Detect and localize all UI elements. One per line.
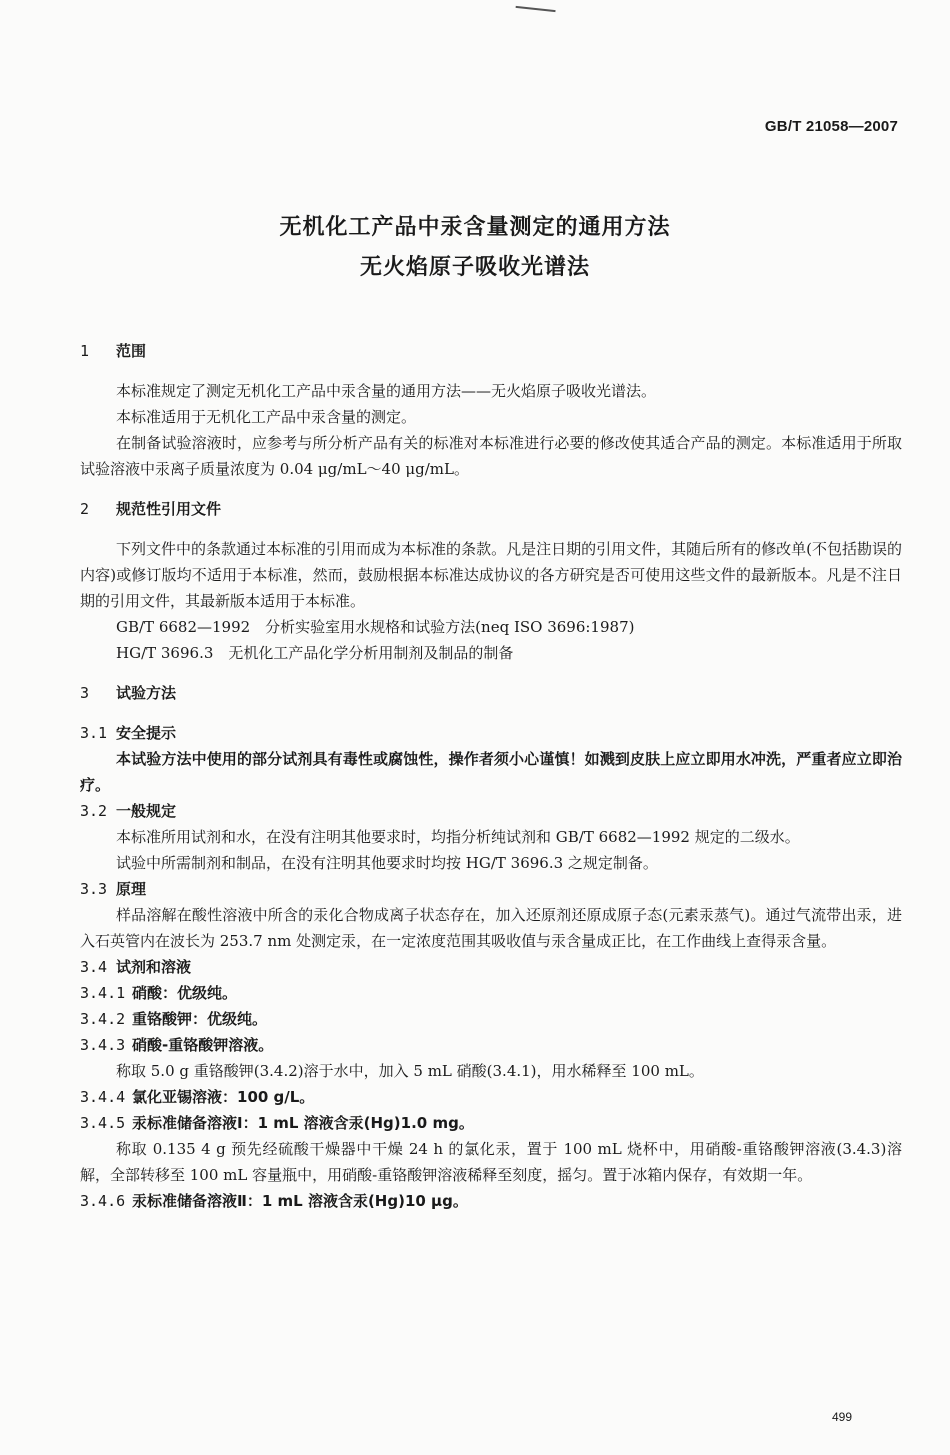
scan-mark xyxy=(516,0,557,12)
paragraph: 本标准所用试剂和水，在没有注明其他要求时，均指分析纯试剂和 GB/T 6682—1992 规定的二级水。 xyxy=(116,828,800,846)
section-heading: 1 范围 xyxy=(80,342,147,360)
paragraph: 样品溶解在酸性溶液中所含的汞化合物成离子状态存在，加入还原剂还原成原子态(元素汞蒸气)。通过气流带出汞，进入石英管内在波长为 253.7 nm 处测定汞，在一定浓度范围其吸收值与汞含量成正比，在工作曲线上查得汞含量。 xyxy=(80,906,902,950)
paragraph: 在制备试验溶液时，应参考与所分析产品有关的标准对本标准进行必要的修改使其适合产品的测定。本标准适用于所取试验溶液中汞离子质量浓度为 0.04 μg/mL～40 μg/mL。 xyxy=(80,434,902,478)
clause-item: 3.4.6 汞标准储备溶液Ⅱ：1 mL 溶液含汞(Hg)10 μg。 xyxy=(80,1192,468,1210)
paragraph: 称取 0.135 4 g 预先经硫酸干燥器中干燥 24 h 的氯化汞，置于 100 mL 烧杯中，用硝酸-重铬酸钾溶液(3.4.3)溶解，全部转移至 100 mL 容量瓶中，用硝酸-重铬酸钾溶液稀释至刻度，摇匀。置于冰箱内保存，有效期一年。 xyxy=(80,1140,902,1184)
paragraph: 下列文件中的条款通过本标准的引用而成为本标准的条款。凡是注日期的引用文件，其随后所有的修改单(不包括勘误的内容)或修订版均不适用于本标准，然而，鼓励根据本标准达成协议的各方研究是否可使用这些文件的最新版本。凡是不注日期的引用文件，其最新版本适用于本标准。 xyxy=(80,540,902,610)
subsection-heading: 3.1 安全提示 xyxy=(80,724,177,742)
section-heading: 3 试验方法 xyxy=(80,684,177,702)
standard-number: GB/T 21058—2007 xyxy=(764,118,898,135)
page-number: 499 xyxy=(831,1410,852,1424)
subsection-heading: 3.3 原理 xyxy=(80,880,147,898)
subsection-heading: 3.4 试剂和溶液 xyxy=(80,958,192,976)
subsection-heading: 3.2 一般规定 xyxy=(80,802,177,820)
paragraph: 本标准适用于无机化工产品中汞含量的测定。 xyxy=(116,408,417,426)
spacer xyxy=(80,706,902,720)
clause-item: 3.4.5 汞标准储备溶液Ⅰ：1 mL 溶液含汞(Hg)1.0 mg。 xyxy=(80,1114,474,1132)
safety-warning: 本试验方法中使用的部分试剂具有毒性或腐蚀性，操作者须小心谨慎！如溅到皮肤上应立即用水冲洗，严重者应立即治疗。 xyxy=(80,750,902,794)
paragraph: 本标准规定了测定无机化工产品中汞含量的通用方法——无火焰原子吸收光谱法。 xyxy=(116,382,657,400)
section-heading: 2 规范性引用文件 xyxy=(80,500,222,518)
reference-item: GB/T 6682—1992 分析实验室用水规格和试验方法(neq ISO 3696:1987) xyxy=(116,618,635,636)
paragraph: 称取 5.0 g 重铬酸钾(3.4.2)溶于水中，加入 5 mL 硝酸(3.4.1)，用水稀释至 100 mL。 xyxy=(116,1062,704,1080)
spacer xyxy=(80,482,902,496)
clause-item: 3.4.1 硝酸：优级纯。 xyxy=(80,984,238,1002)
spacer xyxy=(80,364,902,378)
spacer xyxy=(80,666,902,680)
document-body xyxy=(80,338,902,1214)
clause-item: 3.4.2 重铬酸钾：优级纯。 xyxy=(80,1010,268,1028)
document-subtitle: 无火焰原子吸收光谱法 xyxy=(359,255,590,280)
reference-item: HG/T 3696.3 无机化工产品化学分析用制剂及制品的制备 xyxy=(116,644,514,662)
spacer xyxy=(80,522,902,536)
clause-item: 3.4.3 硝酸-重铬酸钾溶液。 xyxy=(80,1036,274,1054)
document-title: 无机化工产品中汞含量测定的通用方法 xyxy=(279,215,671,240)
paragraph: 试验中所需制剂和制品，在没有注明其他要求时均按 HG/T 3696.3 之规定制备。 xyxy=(116,854,658,872)
clause-item: 3.4.4 氯化亚锡溶液：100 g/L。 xyxy=(80,1088,315,1106)
